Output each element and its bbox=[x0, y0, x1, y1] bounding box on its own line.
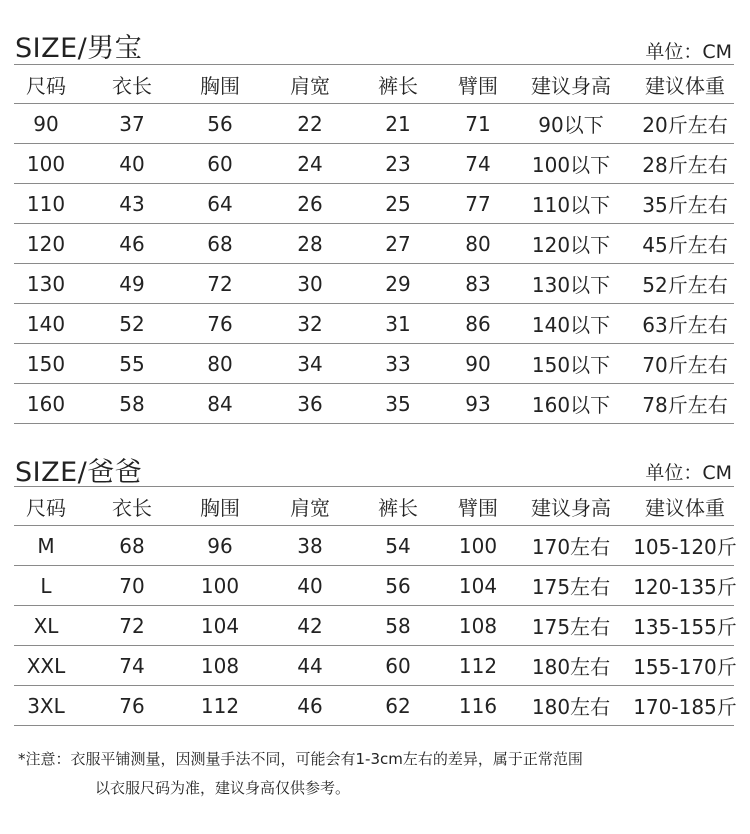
adults-table-cell: 40 bbox=[297, 573, 323, 598]
adults-header-row bbox=[14, 486, 734, 526]
adults-header-cell: 裤长 bbox=[378, 495, 418, 520]
adults-table-cell: 155-170斤 bbox=[633, 655, 737, 679]
adults-table-cell: XL bbox=[33, 613, 59, 638]
kids-size-table bbox=[14, 64, 734, 424]
kids-table-cell: 22 bbox=[297, 111, 323, 136]
kids-header-cell: 尺码 bbox=[26, 73, 66, 98]
kids-table-cell: 60 bbox=[207, 151, 233, 176]
kids-table-cell: 70斤左右 bbox=[642, 353, 728, 377]
kids-table-cell: 20斤左右 bbox=[642, 113, 728, 137]
kids-table-cell: 100 bbox=[26, 151, 66, 176]
kids-table-cell: 90以下 bbox=[538, 113, 604, 137]
adults-table-cell: 54 bbox=[385, 533, 411, 558]
kids-table-cell: 110以下 bbox=[531, 193, 611, 217]
kids-table-cell: 74 bbox=[465, 151, 491, 176]
kids-table-cell: 120 bbox=[26, 231, 66, 256]
kids-table-row bbox=[14, 184, 734, 224]
adults-unit-label: 单位：CM bbox=[645, 462, 732, 484]
adults-table-cell: 58 bbox=[385, 613, 411, 638]
adults-header-cell: 衣长 bbox=[112, 495, 152, 520]
adults-table-cell: 170左右 bbox=[531, 535, 611, 559]
kids-table-row bbox=[14, 264, 734, 304]
kids-section-title: SIZE/男宝 bbox=[15, 33, 143, 64]
kids-table-cell: 76 bbox=[207, 311, 233, 336]
adults-table-row bbox=[14, 646, 737, 686]
kids-table-cell: 100以下 bbox=[531, 153, 611, 177]
kids-table-row bbox=[14, 304, 734, 344]
kids-header-cell: 建议身高 bbox=[531, 73, 611, 98]
kids-table-cell: 120以下 bbox=[531, 233, 611, 257]
kids-table-cell: 29 bbox=[385, 271, 411, 296]
kids-table-cell: 130 bbox=[26, 271, 66, 296]
kids-table-cell: 34 bbox=[297, 351, 323, 376]
kids-table-cell: 150以下 bbox=[531, 353, 611, 377]
adults-table-cell: 74 bbox=[119, 653, 145, 678]
kids-table-cell: 49 bbox=[119, 271, 145, 296]
kids-header-cell: 臂围 bbox=[458, 73, 498, 98]
kids-header-cell: 衣长 bbox=[112, 73, 152, 98]
adults-table-cell: 68 bbox=[119, 533, 145, 558]
kids-unit-label: 单位：CM bbox=[645, 41, 732, 63]
adults-header-cell: 建议身高 bbox=[531, 495, 611, 520]
kids-table-cell: 37 bbox=[119, 111, 145, 136]
adults-table-row bbox=[14, 606, 737, 646]
adults-table-cell: 175左右 bbox=[531, 575, 611, 599]
adults-table-cell: 60 bbox=[385, 653, 411, 678]
adults-table-cell: 180左右 bbox=[531, 695, 611, 719]
adults-table-cell: 3XL bbox=[27, 693, 65, 718]
kids-table-cell: 26 bbox=[297, 191, 323, 216]
adults-header-cell: 臂围 bbox=[458, 495, 498, 520]
kids-table-cell: 160 bbox=[26, 391, 66, 416]
kids-table-cell: 84 bbox=[207, 391, 233, 416]
kids-table-cell: 33 bbox=[385, 351, 411, 376]
kids-table-cell: 28斤左右 bbox=[642, 153, 728, 177]
kids-table-cell: 36 bbox=[297, 391, 323, 416]
kids-table-cell: 86 bbox=[465, 311, 491, 336]
kids-table-cell: 160以下 bbox=[531, 393, 611, 417]
kids-table-cell: 27 bbox=[385, 231, 411, 256]
kids-table-cell: 71 bbox=[465, 111, 491, 136]
adults-section-title: SIZE/爸爸 bbox=[15, 457, 143, 488]
adults-table-cell: 112 bbox=[458, 653, 498, 678]
adults-table-cell: 180左右 bbox=[531, 655, 611, 679]
kids-table-cell: 80 bbox=[465, 231, 491, 256]
kids-table-cell: 23 bbox=[385, 151, 411, 176]
adults-table-cell: 76 bbox=[119, 693, 145, 718]
kids-table-cell: 35 bbox=[385, 391, 411, 416]
adults-table-cell: L bbox=[40, 573, 52, 598]
adults-table-cell: 100 bbox=[458, 533, 498, 558]
adults-table-cell: 116 bbox=[458, 693, 498, 718]
kids-table-cell: 40 bbox=[119, 151, 145, 176]
note-line-1: *注意：衣服平铺测量，因测量手法不同，可能会有1-3cm左右的差异，属于正常范围 bbox=[18, 750, 583, 768]
kids-table-row bbox=[14, 224, 734, 264]
adults-table-cell: 112 bbox=[200, 693, 240, 718]
kids-table-cell: 110 bbox=[26, 191, 66, 216]
adults-table-cell: 42 bbox=[297, 613, 323, 638]
adults-table-cell: 135-155斤 bbox=[633, 615, 737, 639]
kids-table-cell: 64 bbox=[207, 191, 233, 216]
adults-table-cell: 46 bbox=[297, 693, 323, 718]
adults-table-cell: M bbox=[37, 533, 55, 558]
kids-table-cell: 52 bbox=[119, 311, 145, 336]
adults-table-row bbox=[14, 526, 737, 566]
kids-table-row bbox=[14, 144, 734, 184]
kids-table-row bbox=[14, 344, 734, 384]
adults-table-cell: XXL bbox=[26, 653, 66, 678]
kids-table-cell: 55 bbox=[119, 351, 145, 376]
adults-table-cell: 100 bbox=[200, 573, 240, 598]
kids-header-cell: 建议体重 bbox=[645, 73, 725, 98]
kids-table-cell: 30 bbox=[297, 271, 323, 296]
adults-header-cell: 尺码 bbox=[26, 495, 66, 520]
kids-table-cell: 78斤左右 bbox=[642, 393, 728, 417]
note-line-2: 以衣服尺码为准，建议身高仅供参考。 bbox=[95, 779, 351, 797]
adults-table-cell: 108 bbox=[200, 653, 240, 678]
adults-table-cell: 175左右 bbox=[531, 615, 611, 639]
kids-table-cell: 93 bbox=[465, 391, 491, 416]
kids-table-cell: 46 bbox=[119, 231, 145, 256]
adults-header-cell: 肩宽 bbox=[290, 495, 330, 520]
kids-header-row bbox=[14, 64, 734, 104]
adults-header-cell: 胸围 bbox=[200, 495, 240, 520]
kids-table-cell: 32 bbox=[297, 311, 323, 336]
kids-table-cell: 140以下 bbox=[531, 313, 611, 337]
kids-table-cell: 58 bbox=[119, 391, 145, 416]
adults-table-cell: 108 bbox=[458, 613, 498, 638]
kids-table-cell: 80 bbox=[207, 351, 233, 376]
adults-table-cell: 104 bbox=[200, 613, 240, 638]
adults-table-cell: 105-120斤 bbox=[633, 535, 737, 559]
adults-size-table bbox=[14, 486, 737, 726]
kids-table-row bbox=[14, 384, 734, 424]
adults-table-cell: 56 bbox=[385, 573, 411, 598]
adults-table-cell: 44 bbox=[297, 653, 323, 678]
kids-table-cell: 90 bbox=[33, 111, 59, 136]
kids-table-cell: 56 bbox=[207, 111, 233, 136]
kids-table-cell: 28 bbox=[297, 231, 323, 256]
adults-table-row bbox=[14, 686, 737, 726]
kids-table-cell: 68 bbox=[207, 231, 233, 256]
kids-table-cell: 83 bbox=[465, 271, 491, 296]
kids-header-cell: 肩宽 bbox=[290, 73, 330, 98]
adults-table-cell: 104 bbox=[458, 573, 498, 598]
adults-table-cell: 38 bbox=[297, 533, 323, 558]
kids-table-cell: 35斤左右 bbox=[642, 193, 728, 217]
kids-table-cell: 77 bbox=[465, 191, 491, 216]
kids-table-cell: 130以下 bbox=[531, 273, 611, 297]
kids-table-cell: 45斤左右 bbox=[642, 233, 728, 257]
adults-table-row bbox=[14, 566, 737, 606]
adults-table-cell: 72 bbox=[119, 613, 145, 638]
kids-table-cell: 25 bbox=[385, 191, 411, 216]
adults-table-cell: 70 bbox=[119, 573, 145, 598]
adults-table-cell: 170-185斤 bbox=[633, 695, 737, 719]
kids-table-row bbox=[14, 104, 734, 144]
kids-table-cell: 150 bbox=[26, 351, 66, 376]
kids-table-cell: 63斤左右 bbox=[642, 313, 728, 337]
kids-header-cell: 胸围 bbox=[200, 73, 240, 98]
kids-table-cell: 140 bbox=[26, 311, 66, 336]
kids-table-cell: 24 bbox=[297, 151, 323, 176]
adults-table-cell: 120-135斤 bbox=[633, 575, 737, 599]
kids-header-cell: 裤长 bbox=[378, 73, 418, 98]
kids-table-cell: 31 bbox=[385, 311, 411, 336]
kids-table-cell: 21 bbox=[385, 111, 411, 136]
kids-table-cell: 90 bbox=[465, 351, 491, 376]
kids-table-cell: 72 bbox=[207, 271, 233, 296]
adults-header-cell: 建议体重 bbox=[645, 495, 725, 520]
adults-table-cell: 96 bbox=[207, 533, 233, 558]
adults-table-cell: 62 bbox=[385, 693, 411, 718]
kids-table-cell: 43 bbox=[119, 191, 145, 216]
kids-table-cell: 52斤左右 bbox=[642, 273, 728, 297]
